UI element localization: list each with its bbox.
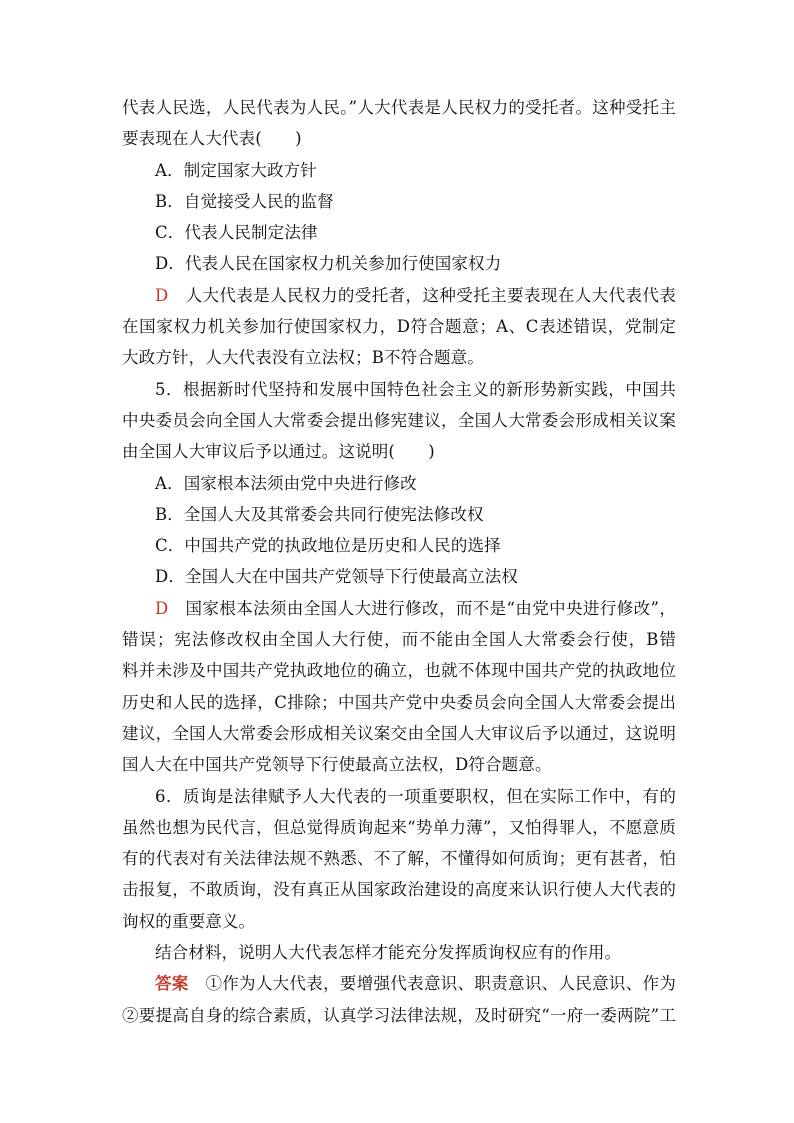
q5-option-c: C．中国共产党的执政地位是历史和人民的选择 bbox=[155, 536, 501, 556]
q6-stem-line: 6．质询是法律赋予人大代表的一项重要职权，但在实际工作中，有的 bbox=[155, 786, 676, 806]
q5-option-b: B．全国人大及其常委会共同行使宪法修改权 bbox=[155, 504, 484, 524]
q6-answer-line: ②要提高自身的综合素质，认真学习法律法规，及时研究“一府一委两院”工 bbox=[122, 1005, 676, 1025]
q5-explanation-line: 错误；宪法修改权由全国人大行使，而不能由全国人大常委会行使，B错 bbox=[122, 630, 676, 650]
q4-answer-letter: D bbox=[155, 285, 169, 305]
q6-stem-line: 击报复，不敢质询，没有真正从国家政治建设的高度来认识行使人大代表的 bbox=[122, 880, 676, 900]
q5-explanation-line bbox=[122, 593, 676, 624]
q6-prompt: 结合材料，说明人大代表怎样才能充分发挥质询权应有的作用。 bbox=[155, 943, 622, 963]
q4-explanation-line: 大政方针，人大代表没有立法权；B不符合题意。 bbox=[122, 348, 484, 368]
q6-answer-line bbox=[122, 968, 676, 999]
q6-answer-text: ①作为人大代表，要增强代表意识、职责意识、人民意识、作为 bbox=[205, 974, 676, 994]
q5-explanation-line: 料并未涉及中国共产党执政地位的确立，也就不体现中国共产党的执政地位 bbox=[122, 661, 676, 681]
q6-stem-line: 虽然也想为民代言，但总觉得质询起来“势单力薄”，又怕得罪人，不愿意质 bbox=[122, 817, 676, 837]
q5-explanation-line: 国人大在中国共产党领导下行使最高立法权，D符合题意。 bbox=[122, 755, 552, 775]
q4-option-a: A．制定国家大政方针 bbox=[155, 160, 317, 180]
q5-explanation-line: 建议，全国人大常委会形成相关议案交由全国人大审议后予以通过，这说明 bbox=[122, 723, 676, 743]
document-page bbox=[122, 92, 676, 1031]
q5-stem-line: 由全国人大审议后予以通过。这说明( ) bbox=[122, 442, 435, 462]
q5-option-a: A．国家根本法须由党中央进行修改 bbox=[155, 473, 417, 493]
q4-explanation-line bbox=[122, 280, 676, 311]
q5-answer-letter: D bbox=[155, 598, 169, 618]
q5-option-d: D．全国人大在中国共产党领导下行使最高立法权 bbox=[155, 567, 519, 587]
q5-stem-line: 5．根据新时代坚持和发展中国特色社会主义的新形势新实践，中国共 bbox=[155, 379, 676, 399]
q5-explanation-text: 国家根本法须由全国人大进行修改，而不是“由党中央进行修改”， bbox=[185, 598, 676, 618]
q6-answer-label: 答案 bbox=[155, 974, 189, 994]
q4-stem-line: 要表现在人大代表( ) bbox=[122, 129, 302, 149]
q4-option-c: C．代表人民制定法律 bbox=[155, 223, 318, 243]
q5-explanation-line: 历史和人民的选择，C排除；中国共产党中央委员会向全国人大常委会提出 bbox=[122, 692, 676, 712]
q4-stem-line: 代表人民选，人民代表为人民。”人大代表是人民权力的受托者。这种受托主 bbox=[122, 98, 676, 117]
q4-explanation-line: 在国家权力机关参加行使国家权力，D符合题意；A、C表述错误，党制定 bbox=[122, 317, 676, 337]
q6-stem-line: 有的代表对有关法律法规不熟悉、不了解，不懂得如何质询；更有甚者，怕 bbox=[122, 849, 676, 869]
q4-explanation-text: 人大代表是人民权力的受托者，这种受托主要表现在人大代表代表 bbox=[185, 285, 676, 305]
q5-stem-line: 中央委员会向全国人大常委会提出修宪建议，全国人大常委会形成相关议案 bbox=[122, 410, 676, 430]
q6-stem-line: 询权的重要意义。 bbox=[122, 911, 256, 931]
q4-option-d: D．代表人民在国家权力机关参加行使国家权力 bbox=[155, 254, 502, 274]
q4-option-b: B．自觉接受人民的监督 bbox=[155, 191, 334, 211]
